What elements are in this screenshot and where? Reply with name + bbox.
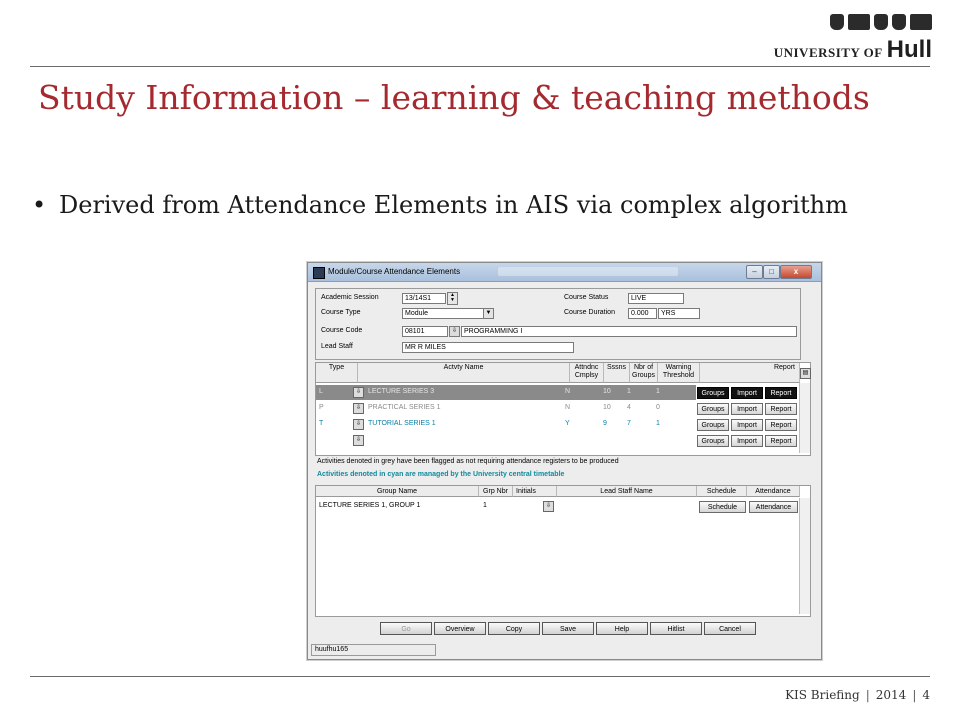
header-sessions: Sssns <box>604 363 630 383</box>
header-type: Type <box>316 363 358 383</box>
staff-lookup-icon[interactable]: ⇩ <box>543 501 554 512</box>
grid-toggle-icon[interactable]: ▤ <box>800 368 811 379</box>
group-grid <box>315 485 811 617</box>
logo-city-text: Hull <box>886 36 932 63</box>
bullet-marker: • <box>32 191 47 219</box>
groups-button[interactable]: Groups <box>697 419 729 431</box>
header-schedule: Schedule <box>697 486 747 497</box>
save-button[interactable]: Save <box>542 622 594 635</box>
row-type: L <box>319 388 323 395</box>
page-number: 4 <box>922 688 930 702</box>
header-attendance-col: Attendance <box>747 486 800 497</box>
row-threshold: 1 <box>656 388 660 395</box>
header-activity-name: Actvty Name <box>358 363 570 383</box>
report-button[interactable]: Report <box>765 435 797 447</box>
group-row[interactable] <box>316 499 696 514</box>
groups-button[interactable]: Groups <box>697 403 729 415</box>
course-details-panel <box>315 288 801 360</box>
course-name-field[interactable]: PROGRAMMING I <box>461 326 797 337</box>
top-divider <box>30 66 930 67</box>
row-lookup-icon[interactable]: ⇩ <box>353 403 364 414</box>
row-attendance: Y <box>565 420 570 427</box>
header-grp-nbr: Grp Nbr <box>479 486 513 497</box>
row-activity-name: TUTORIAL SERIES 1 <box>368 420 436 427</box>
row-threshold: 0 <box>656 404 660 411</box>
activity-row[interactable] <box>316 417 696 432</box>
row-groups: 7 <box>627 420 631 427</box>
course-duration-field[interactable]: 0.000 <box>628 308 657 319</box>
bullet-item <box>32 190 862 220</box>
grp-nbr-cell: 1 <box>483 502 487 509</box>
row-type: T <box>319 420 324 427</box>
row-groups: 1 <box>627 388 631 395</box>
row-groups: 4 <box>627 404 631 411</box>
report-button[interactable]: Report <box>765 387 797 399</box>
course-type-label: Course Type <box>321 309 361 316</box>
overview-button[interactable]: Overview <box>434 622 486 635</box>
course-status-label: Course Status <box>564 294 609 301</box>
course-code-field[interactable]: 08101 <box>402 326 448 337</box>
grey-activities-note: Activities denoted in grey have been flagged as not requiring attendance registers to be produced <box>317 458 619 465</box>
close-button[interactable]: x <box>780 265 812 279</box>
activity-row[interactable] <box>316 401 696 416</box>
background-window-tab <box>498 267 678 276</box>
import-button[interactable]: Import <box>731 435 763 447</box>
activity-scrollbar[interactable] <box>799 383 810 453</box>
footer-separator: | <box>912 688 917 702</box>
university-logo <box>747 14 932 63</box>
schedule-button[interactable]: Schedule <box>699 501 746 513</box>
duration-unit-field[interactable]: YRS <box>658 308 700 319</box>
row-type: P <box>319 404 324 411</box>
row-activity-name: LECTURE SERIES 3 <box>368 388 435 395</box>
minimize-button[interactable]: – <box>746 265 763 279</box>
maximize-button[interactable]: □ <box>763 265 780 279</box>
row-activity-name: PRACTICAL SERIES 1 <box>368 404 441 411</box>
header-report: Report <box>700 363 800 383</box>
footer-label: KIS Briefing <box>785 688 860 702</box>
slide-footer <box>785 688 930 702</box>
slide-title: Study Information – learning & teaching methods <box>38 78 870 117</box>
attendance-elements-window <box>307 262 822 660</box>
header-groups: Nbr of Groups <box>630 363 658 383</box>
row-attendance: N <box>565 388 571 395</box>
go-button[interactable]: Go <box>380 622 432 635</box>
import-button[interactable]: Import <box>731 387 763 399</box>
row-threshold: 1 <box>656 420 660 427</box>
group-scrollbar[interactable] <box>799 498 810 614</box>
header-attendance: Attndnc Cmplsy <box>570 363 604 383</box>
cancel-button[interactable]: Cancel <box>704 622 756 635</box>
academic-session-field[interactable]: 13/14S1 <box>402 293 446 304</box>
chevron-down-icon: ▼ <box>483 309 493 318</box>
group-name-cell: LECTURE SERIES 1, GROUP 1 <box>319 502 421 509</box>
row-attendance: N <box>565 404 571 411</box>
groups-button[interactable]: Groups <box>697 435 729 447</box>
bottom-divider <box>30 676 930 677</box>
header-group-name: Group Name <box>316 486 479 497</box>
lookup-icon[interactable]: ⇩ <box>449 326 460 337</box>
report-button[interactable]: Report <box>765 419 797 431</box>
report-button[interactable]: Report <box>765 403 797 415</box>
row-sessions: 10 <box>603 388 611 395</box>
groups-button[interactable]: Groups <box>697 387 729 399</box>
course-status-field[interactable]: LIVE <box>628 293 684 304</box>
activity-grid <box>315 362 811 456</box>
import-button[interactable]: Import <box>731 403 763 415</box>
footer-year: 2014 <box>875 688 907 702</box>
activity-row[interactable] <box>316 433 696 448</box>
activity-row[interactable] <box>316 385 696 400</box>
help-button[interactable]: Help <box>596 622 648 635</box>
row-sessions: 10 <box>603 404 611 411</box>
window-titlebar <box>308 263 821 282</box>
lead-staff-field[interactable]: MR R MILES <box>402 342 574 353</box>
course-type-value: Module <box>405 310 428 317</box>
lead-staff-label: Lead Staff <box>321 343 353 350</box>
academic-session-label: Academic Session <box>321 294 379 301</box>
row-lookup-icon[interactable]: ⇩ <box>353 435 364 446</box>
cyan-activities-note: Activities denoted in cyan are managed by the University central timetable <box>317 471 565 478</box>
header-warning-threshold: Warning Threshold <box>658 363 700 383</box>
footer-separator: | <box>865 688 870 702</box>
import-button[interactable]: Import <box>731 419 763 431</box>
session-spinner[interactable]: ▲ ▼ <box>447 292 458 305</box>
hitlist-button[interactable]: Hitlist <box>650 622 702 635</box>
bullet-text: Derived from Attendance Elements in AIS via complex algorithm <box>59 191 848 219</box>
attendance-button[interactable]: Attendance <box>749 501 798 513</box>
header-initials: Initials <box>513 486 557 497</box>
app-icon <box>313 267 325 279</box>
copy-button[interactable]: Copy <box>488 622 540 635</box>
course-code-label: Course Code <box>321 327 363 334</box>
course-type-select[interactable] <box>402 308 494 319</box>
window-title: Module/Course Attendance Elements <box>328 267 461 276</box>
crest-icon <box>747 14 932 34</box>
logo-university-text: UNIVERSITY OF <box>773 45 883 60</box>
row-lookup-icon[interactable]: ⇩ <box>353 387 364 398</box>
course-duration-label: Course Duration <box>564 309 615 316</box>
row-sessions: 9 <box>603 420 607 427</box>
row-lookup-icon[interactable]: ⇩ <box>353 419 364 430</box>
status-bar: huufhu165 <box>311 644 436 656</box>
header-lead-staff-name: Lead Staff Name <box>557 486 697 497</box>
